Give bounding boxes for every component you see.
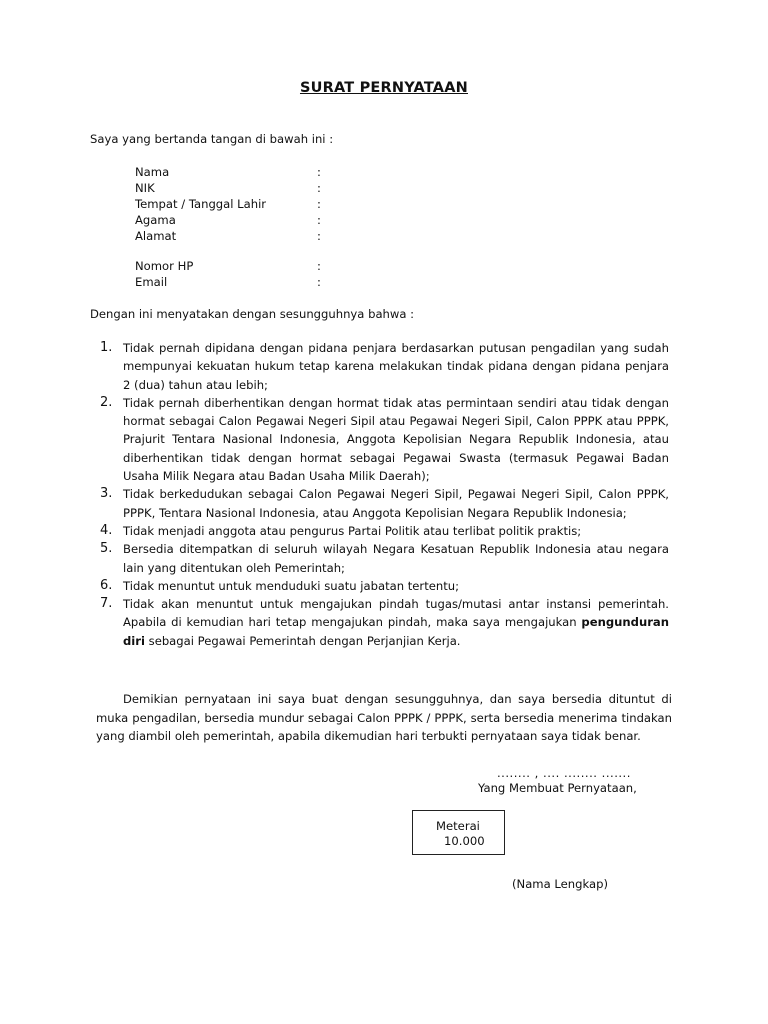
field-agama <box>135 212 321 228</box>
field-colon: : <box>317 197 321 211</box>
intro-text: Saya yang bertanda tangan di bawah ini : <box>90 132 334 146</box>
field-colon: : <box>317 181 321 195</box>
list-item <box>96 595 669 650</box>
place-date: ........ , .... ........ ....... <box>497 766 631 780</box>
list-item <box>96 540 669 577</box>
declaration-list <box>96 339 669 650</box>
list-number: 7. <box>100 596 113 612</box>
list-item <box>96 522 669 540</box>
list-number: 1. <box>100 340 113 355</box>
field-label: Nomor HP <box>135 259 194 273</box>
field-label: NIK <box>135 181 155 195</box>
list-item <box>96 577 669 595</box>
list-item-text: Bersedia ditempatkan di seluruh wilayah Negara Kesatuan Republik Indonesia atau negara lain yang ditentukan oleh Pemerintah; <box>123 542 669 575</box>
meterai-value: 10.000 <box>444 834 485 848</box>
field-nomor-hp <box>135 258 321 274</box>
spacer <box>135 244 321 258</box>
field-label: Agama <box>135 213 176 227</box>
field-label: Email <box>135 275 168 289</box>
list-item-text: sebagai Pegawai Pemerintah dengan Perjanjian Kerja. <box>144 633 461 648</box>
field-colon: : <box>317 213 321 227</box>
list-item-text: Tidak menuntut untuk menduduki suatu jabatan tertentu; <box>123 578 460 593</box>
page-title: SURAT PERNYATAAN <box>299 80 468 96</box>
field-tempat-tanggal-lahir <box>135 196 321 212</box>
list-item-bold-text: pengunduran diri <box>123 615 669 648</box>
field-email <box>135 274 321 290</box>
field-colon: : <box>317 275 321 289</box>
meterai-label: Meterai <box>436 819 480 833</box>
field-colon: : <box>317 229 321 243</box>
list-number: 6. <box>100 577 113 593</box>
field-colon: : <box>317 259 321 273</box>
list-number: 2. <box>100 394 113 410</box>
list-item-text: Tidak akan menuntut untuk mengajukan pindah tugas/mutasi antar instansi pemerintah. Apabila di kemudian hari tetap mengajukan pindah, maka saya mengajukan <box>123 597 669 630</box>
list-number: 5. <box>100 541 113 557</box>
statement-text: Dengan ini menyatakan dengan sesungguhnya bahwa : <box>90 307 415 321</box>
closing-paragraph: Demikian pernyataan ini saya buat dengan sesungguhnya, dan saya bersedia dituntut di muka pengadilan, bersedia mundur sebagai Calon PPPK / PPPK, serta bersedia menerima tindakan yang diambil oleh pemerintah, apabila dikemudian hari terbukti pernyataan saya tidak benar. <box>96 692 672 744</box>
signatory-label: Yang Membuat Pernyataan, <box>478 781 637 795</box>
list-number: 3. <box>100 486 113 502</box>
list-item-text: Tidak menjadi anggota atau pengurus Partai Politik atau terlibat politik praktis; <box>123 523 582 538</box>
list-item-text: Tidak pernah dipidana dengan pidana penjara berdasarkan putusan pengadilan yang sudah mempunyai kekuatan hukum tetap karena melakukan tindak pidana dengan pidana penjara 2 (dua) tahun atau lebih; <box>123 341 669 392</box>
meterai-box <box>412 810 505 855</box>
field-alamat <box>135 228 321 244</box>
list-item-text: Tidak pernah diberhentikan dengan hormat tidak atas permintaan sendiri atau tidak dengan hormat sebagai Calon Pegawai Negeri Sipil atau Pegawai Negeri Sipil, Calon PPPK atau PPPK, Prajurit Tentara Nasional Indonesia, Anggota Kepolisian Negara Republik Indonesia, atau diberhentikan tidak dengan hormat sebagai Pegawai Swasta (termasuk Pegawai Badan Usaha Milik Negara atau Badan Usaha Milik Daerah); <box>123 395 669 484</box>
field-label: Alamat <box>135 229 177 243</box>
list-number: 4. <box>100 522 113 538</box>
list-item <box>96 485 669 522</box>
identity-fields <box>135 164 321 290</box>
list-item-text: Tidak berkedudukan sebagai Calon Pegawai Negeri Sipil, Pegawai Negeri Sipil, Calon PPPK, PPPK, Tentara Nasional Indonesia, atau Anggota Kepolisian Negara Republik Indonesia; <box>123 487 669 520</box>
list-item <box>96 339 669 394</box>
full-name-placeholder: (Nama Lengkap) <box>512 877 608 891</box>
field-colon: : <box>317 165 321 179</box>
field-nama <box>135 164 321 180</box>
field-label: Tempat / Tanggal Lahir <box>135 197 267 211</box>
field-nik <box>135 180 321 196</box>
list-item <box>96 394 669 485</box>
field-label: Nama <box>135 165 170 179</box>
